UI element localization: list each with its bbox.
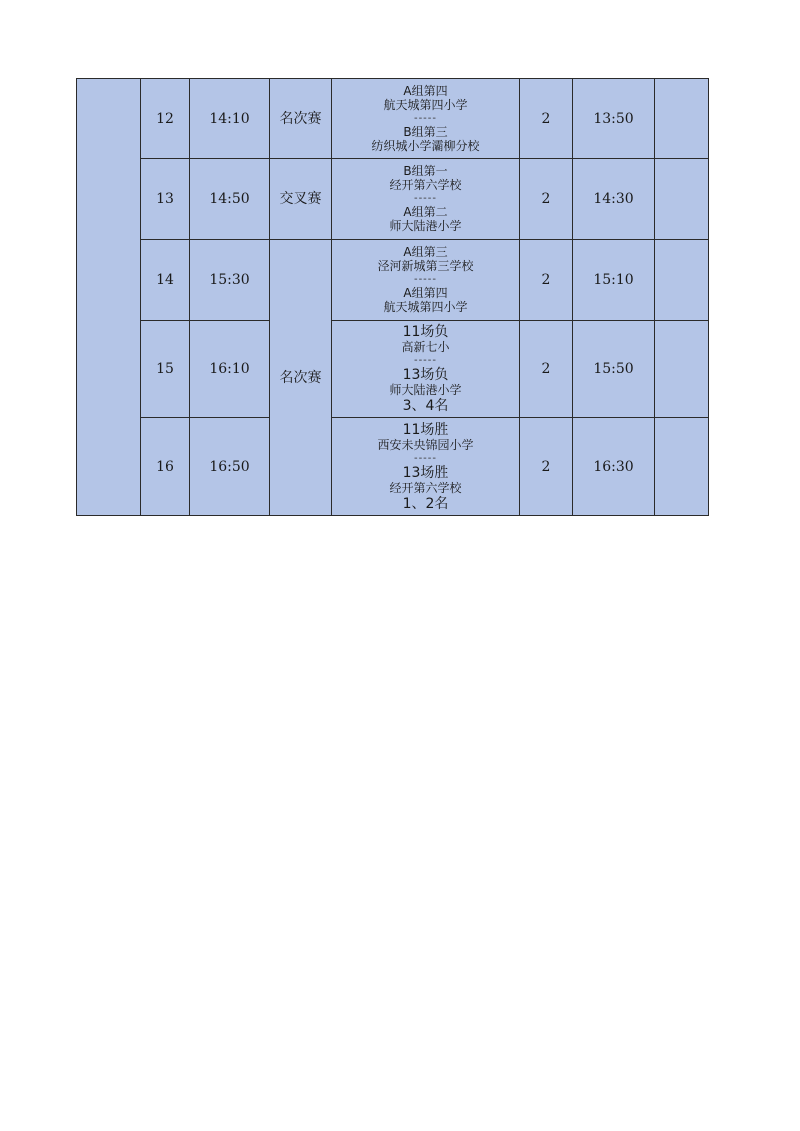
court-count: 2	[520, 240, 573, 321]
bottom-source: A组第四	[403, 286, 448, 300]
match-number: 14	[141, 240, 190, 321]
top-source: 11场负	[402, 324, 449, 340]
arrival-time: 15:10	[573, 240, 655, 321]
vs-separator: -----	[413, 274, 438, 285]
note-cell	[655, 418, 709, 516]
arrival-time: 13:50	[573, 79, 655, 159]
top-source: A组第四	[403, 83, 448, 98]
table-row	[77, 418, 709, 516]
note-cell	[655, 79, 709, 159]
matchup-cell	[332, 79, 520, 159]
match-time: 16:10	[190, 321, 270, 418]
bottom-source: B组第三	[403, 124, 448, 139]
table-row	[77, 240, 709, 321]
note-cell	[655, 240, 709, 321]
date-cell	[77, 79, 141, 516]
bottom-team: 师大陆港小学	[389, 219, 462, 233]
arrival-time: 16:30	[573, 418, 655, 516]
match-number: 16	[141, 418, 190, 516]
match-time: 14:50	[190, 159, 270, 240]
matchup-cell	[332, 159, 520, 240]
matchup-cell	[332, 240, 520, 321]
match-type: 交叉赛	[270, 159, 332, 240]
match-number: 15	[141, 321, 190, 418]
bottom-source: 13场胜	[402, 464, 449, 481]
court-count: 2	[520, 159, 573, 240]
note-cell	[655, 159, 709, 240]
match-type: 名次赛	[270, 79, 332, 159]
match-time: 16:50	[190, 418, 270, 516]
court-count: 2	[520, 321, 573, 418]
vs-separator: -----	[413, 112, 438, 124]
match-number: 12	[141, 79, 190, 159]
vs-separator: -----	[413, 452, 438, 464]
court-count: 2	[520, 418, 573, 516]
bottom-team: 师大陆港小学	[389, 383, 462, 397]
rank-label: 1、2名	[402, 495, 449, 512]
matchup-cell	[332, 321, 520, 418]
top-team: 经开第六学校	[389, 178, 462, 192]
arrival-time: 14:30	[573, 159, 655, 240]
bottom-source: A组第二	[403, 205, 448, 219]
match-number: 13	[141, 159, 190, 240]
top-team: 泾河新城第三学校	[377, 259, 474, 273]
match-time: 15:30	[190, 240, 270, 321]
top-team: 西安未央锦园小学	[377, 437, 474, 452]
arrival-time: 15:50	[573, 321, 655, 418]
vs-separator: -----	[413, 355, 438, 366]
match-schedule-table	[76, 78, 709, 516]
bottom-team: 航天城第四小学	[383, 300, 468, 314]
match-time: 14:10	[190, 79, 270, 159]
table-row	[77, 79, 709, 159]
top-source: A组第三	[403, 245, 448, 259]
top-source: B组第一	[403, 164, 448, 178]
note-cell	[655, 321, 709, 418]
top-team: 航天城第四小学	[383, 97, 468, 112]
court-count: 2	[520, 79, 573, 159]
table-row	[77, 159, 709, 240]
bottom-team: 经开第六学校	[389, 480, 462, 495]
table-row	[77, 321, 709, 418]
bottom-source: 13场负	[402, 367, 449, 383]
vs-separator: -----	[413, 193, 438, 204]
match-type: 名次赛	[270, 240, 332, 516]
bottom-team: 纺织城小学灞柳分校	[371, 138, 480, 153]
matchup-cell	[332, 418, 520, 516]
rank-label: 3、4名	[402, 398, 449, 414]
top-team: 高新七小	[401, 340, 450, 354]
top-source: 11场胜	[402, 421, 449, 438]
